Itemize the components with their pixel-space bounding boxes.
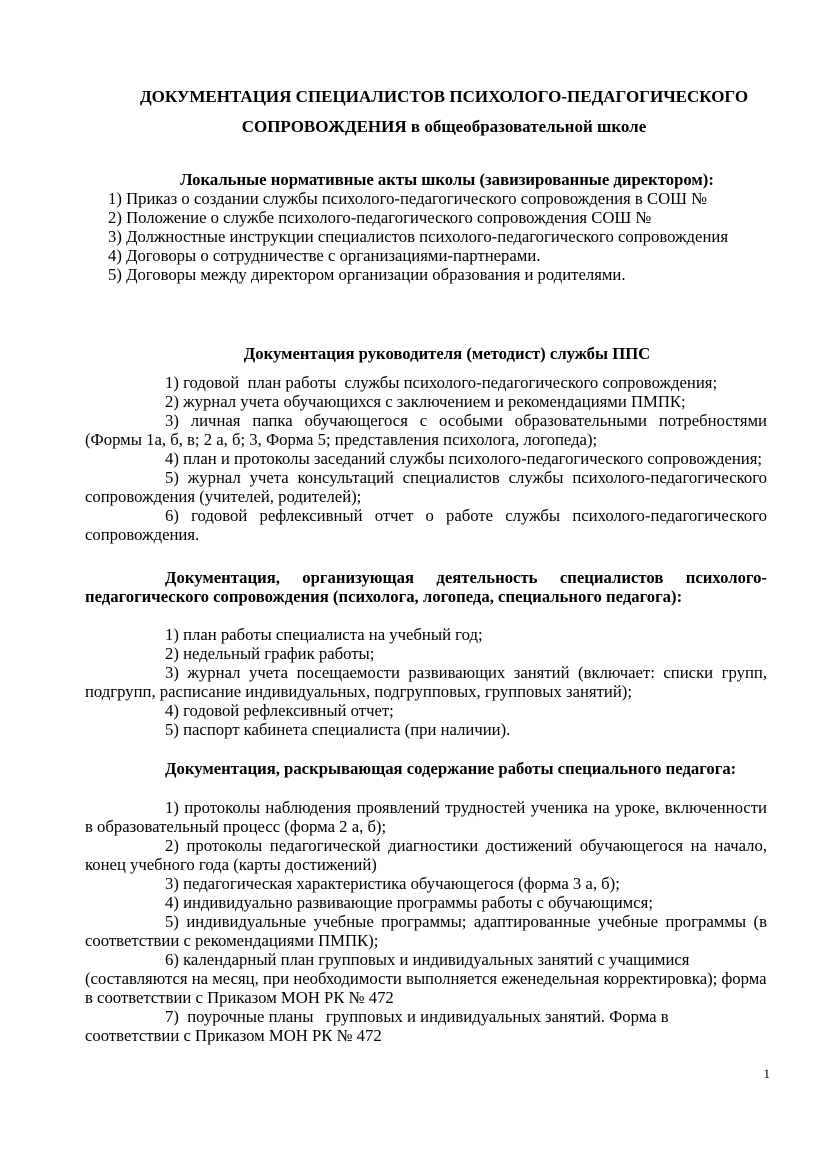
page-number: 1 bbox=[763, 1066, 770, 1081]
special-teacher-docs-list bbox=[85, 798, 767, 1045]
list-item: 4) индивидуально развивающие программы работы с обучающимся; bbox=[165, 893, 653, 912]
list-item: 3) педагогическая характеристика обучающегося (форма 3 а, б); bbox=[165, 874, 620, 893]
list-item: 6) календарный план групповых и индивидуальных занятий с учащимися (составляются на месяц, при необходимости выполняется еженедельная корректировка); форма в соответствии с Приказом МОН РК № 472 bbox=[85, 950, 767, 1007]
list-item: 1) план работы специалиста на учебный год; bbox=[165, 625, 483, 644]
list-item: 5) индивидуальные учебные программы; адаптированные учебные программы (в соответствии с рекомендациями ПМПК); bbox=[85, 912, 767, 950]
list-item: 2) недельный график работы; bbox=[165, 644, 375, 663]
list-item: 4) годовой рефлексивный отчет; bbox=[165, 701, 394, 720]
local-acts-list bbox=[85, 189, 767, 284]
section-heading-local-acts: Локальные нормативные акты школы (завизированные директором): bbox=[180, 170, 714, 189]
list-item: 2) Положение о службе психолого-педагогического сопровождения СОШ № bbox=[108, 208, 652, 227]
document-title bbox=[85, 82, 767, 142]
list-item: 5) журнал учета консультаций специалистов службы психолого-педагогического сопровождения (учителей, родителей); bbox=[85, 468, 767, 506]
list-item: 3) журнал учета посещаемости развивающих занятий (включает: списки групп, подгрупп, расписание индивидуальных, подгрупповых, групповых занятий); bbox=[85, 663, 767, 701]
list-item: 4) Договоры о сотрудничестве с организациями-партнерами. bbox=[108, 246, 541, 265]
list-item: 6) годовой рефлексивный отчет о работе службы психолого-педагогического сопровождения. bbox=[85, 506, 767, 544]
list-item: 2) журнал учета обучающихся с заключением и рекомендациями ПМПК; bbox=[165, 392, 686, 411]
list-item: 3) личная папка обучающегося с особыми образовательными потребностями (Формы 1а, б, в; 2 а, б; 3, Форма 5; представления психолога, логопеда); bbox=[85, 411, 767, 449]
document-content bbox=[85, 0, 767, 1045]
list-item: 5) паспорт кабинета специалиста (при наличии). bbox=[165, 720, 511, 739]
head-docs-list bbox=[85, 373, 767, 544]
document-title-line2: СОПРОВОЖДЕНИЯ в общеобразовательной школе bbox=[241, 117, 647, 136]
section-heading-head-docs: Документация руководителя (методист) службы ППС bbox=[243, 344, 651, 363]
list-item: 3) Должностные инструкции специалистов психолого-педагогического сопровождения bbox=[108, 227, 728, 246]
section-heading-special-teacher-docs: Документация, раскрывающая содержание работы специального педагога: bbox=[165, 759, 737, 778]
document-title-line1: ДОКУМЕНТАЦИЯ СПЕЦИАЛИСТОВ ПСИХОЛОГО-ПЕДАГОГИЧЕСКОГО bbox=[139, 87, 749, 106]
list-item: 5) Договоры между директором организации образования и родителями. bbox=[108, 265, 626, 284]
list-item: 1) годовой план работы службы психолого-педагогического сопровождения; bbox=[165, 373, 718, 392]
specialists-docs-list bbox=[85, 625, 767, 739]
list-item: 4) план и протоколы заседаний службы психолого-педагогического сопровождения; bbox=[165, 449, 763, 468]
section-heading-specialists-docs: Документация, организующая деятельность специалистов психолого-педагогического сопровождения (психолога, логопеда, специального педагога): bbox=[85, 568, 767, 606]
list-item: 1) протоколы наблюдения проявлений трудностей ученика на уроке, включенности в образовательный процесс (форма 2 а, б); bbox=[85, 798, 767, 836]
list-item: 7) поурочные планы групповых и индивидуальных занятий. Форма в соответствии с Приказом МОН РК № 472 bbox=[85, 1007, 673, 1045]
list-item: 2) протоколы педагогической диагностики достижений обучающегося на начало, конец учебного года (карты достижений) bbox=[85, 836, 767, 874]
list-item: 1) Приказ о создании службы психолого-педагогического сопровождения в СОШ № bbox=[108, 189, 708, 208]
